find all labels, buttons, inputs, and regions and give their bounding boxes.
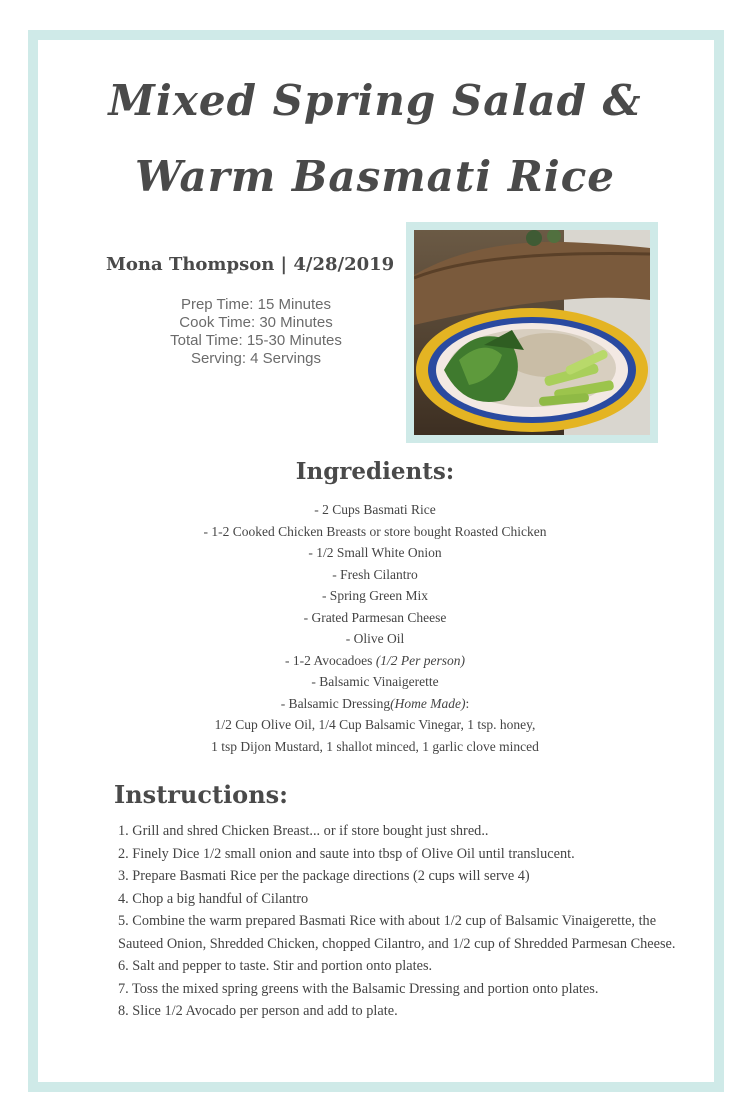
instruction-step: 4. Chop a big handful of Cilantro <box>118 890 309 907</box>
ingredient-item: - Olive Oil <box>345 631 405 646</box>
instruction-step: 8. Slice 1/2 Avocado per person and add to plate. <box>118 1003 398 1019</box>
author-date-byline: Mona Thompson | 4/28/2019 <box>106 254 395 275</box>
recipe-title-line-1: Mixed Spring Salad & <box>108 76 642 125</box>
ingredient-item: - Balsamic Vinaigerette <box>311 674 439 689</box>
ingredients-list <box>60 499 690 757</box>
total-time: Total Time: 15-30 Minutes <box>170 332 342 349</box>
instruction-step: 1. Grill and shred Chicken Breast... or if store bought just shred.. <box>118 823 489 839</box>
ingredient-item-avocado <box>60 650 690 672</box>
ingredients-heading: Ingredients: <box>295 458 455 485</box>
salad-plate-illustration <box>414 230 650 435</box>
servings: Serving: 4 Servings <box>190 350 322 367</box>
instruction-step: 2. Finely Dice 1/2 small onion and saute into tbsp of Olive Oil until translucent. <box>118 845 575 862</box>
prep-time: Prep Time: 15 Minutes <box>180 296 332 313</box>
ingredient-item: - 1-2 Cooked Chicken Breasts or store bought Roasted Chicken <box>203 523 547 539</box>
instruction-step: 5. Combine the warm prepared Basmati Rice with about 1/2 cup of Balsamic Vinaigerette, the Sauteed Onion, Shredded Chicken, chopped Cilantro, and 1/2 cup of Shredded Parmesan Cheese. <box>118 913 676 952</box>
ingredient-item: - Spring Green Mix <box>321 588 429 603</box>
ingredient-suffix: : <box>465 695 470 711</box>
recipe-times <box>143 296 369 368</box>
dish-photo <box>406 222 658 443</box>
instruction-step: 7. Toss the mixed spring greens with the Balsamic Dressing and portion onto plates. <box>118 980 599 997</box>
ingredient-item: - Fresh Cilantro <box>332 566 418 582</box>
dressing-recipe-line: 1/2 Cup Olive Oil, 1/4 Cup Balsamic Vinegar, 1 tsp. honey, <box>214 717 536 732</box>
ingredient-item: - 2 Cups Basmati Rice <box>314 502 436 517</box>
ingredient-note: (1/2 Per person) <box>375 652 466 668</box>
instructions-heading: Instructions: <box>114 780 289 809</box>
ingredient-item: - 1/2 Small White Onion <box>308 545 442 560</box>
instruction-step: 3. Prepare Basmati Rice per the package directions (2 cups will serve 4) <box>118 868 530 884</box>
ingredient-item: - Grated Parmesan Cheese <box>303 609 447 625</box>
instructions-list <box>118 820 678 1023</box>
cook-time: Cook Time: 30 Minutes <box>179 314 333 331</box>
dressing-recipe-line: 1 tsp Dijon Mustard, 1 shallot minced, 1 garlic clove minced <box>211 738 539 754</box>
ingredient-text: - 1-2 Avocadoes <box>284 652 376 668</box>
ingredient-text: - Balsamic Dressing <box>280 695 391 711</box>
ingredient-note: (Home Made) <box>390 695 466 711</box>
ingredient-item-dressing <box>60 693 690 715</box>
recipe-title-line-2: Warm Basmati Rice <box>134 152 616 201</box>
instruction-step: 6. Salt and pepper to taste. Stir and portion onto plates. <box>118 958 433 974</box>
